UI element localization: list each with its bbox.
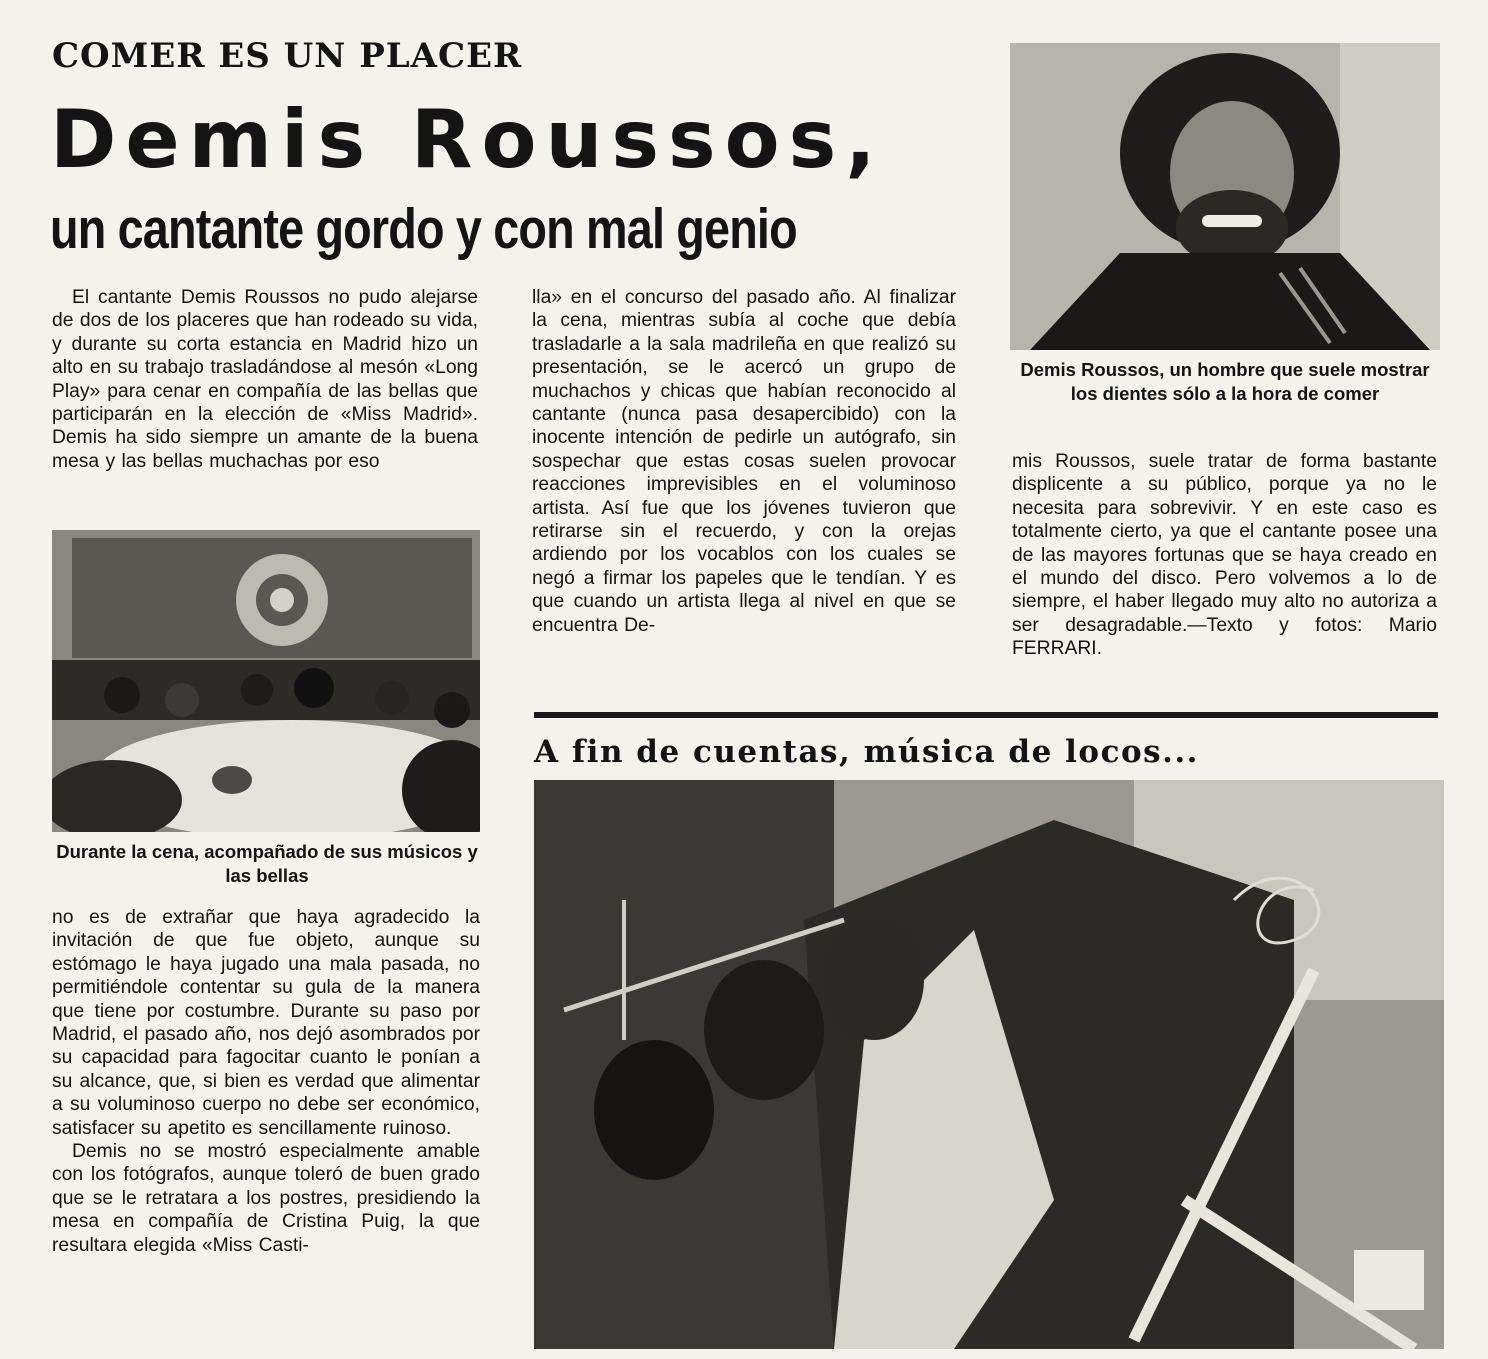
portrait-photo-image — [1010, 43, 1440, 350]
dinner-photo — [52, 530, 480, 832]
subheadline: un cantante gordo y con mal genio — [50, 197, 797, 261]
column-3-text: mis Roussos, suele tratar de forma bastante displicente a su público, porque ya no le necesita para sobrevivir. Y en este caso es totalmente cierto, ya que el cantante posee una de las mayores fortunas que se haya creado en el mundo del disco. Pero volvemos a lo de siempre, el haber llegado muy alto no autoriza a ser desagradable.—Texto y fotos: Mario FERRARI. — [1012, 451, 1437, 660]
second-headline: A fin de cuentas, música de locos... — [534, 734, 1199, 770]
headline: Demis Roussos, — [50, 93, 885, 186]
column-1-bottom-paragraph-2: Demis no se mostró especialmente amable con los fotógrafos, aunque toleró de buen grado que se le retratara a los postres, presidiendo la mesa en compañía de Cristina Puig, la que resultara elegida «Miss Casti- — [52, 1141, 480, 1256]
section-divider — [534, 712, 1438, 718]
column-3 — [1012, 450, 1437, 661]
portrait-photo — [1010, 43, 1440, 350]
musicians-photo — [534, 780, 1444, 1349]
column-2 — [532, 286, 956, 637]
column-2-text: lla» en el concurso del pasado año. Al finalizar la cena, mientras subía al coche que debía trasladarle a la sala madrileña en que realizó su presentación, se le acercó un grupo de muchachos y chicas que habían reconocido al cantante (nunca pasa desapercibido) con la inocente intención de pedirle un autógrafo, sin sospechar que estas cosas suelen provocar reacciones imprevisibles en el voluminoso artista. Así fue que los jóvenes tuvieron que retirarse sin el recuerdo, y con la orejas ardiendo por los vocablos con los cuales se negó a firmar los papeles que le tendían. Y es que cuando un artista llega al nivel en que se encuentra De- — [532, 287, 956, 636]
portrait-photo-caption: Demis Roussos, un hombre que suele mostrar los dientes sólo a la hora de comer — [1020, 359, 1430, 404]
musicians-photo-image — [534, 780, 1444, 1349]
dinner-photo-caption: Durante la cena, acompañado de sus músicos y las bellas — [56, 841, 478, 886]
column-1-bottom — [52, 906, 480, 1257]
column-1-top — [52, 286, 478, 473]
column-1-top-text: El cantante Demis Roussos no pudo alejarse de dos de los placeres que han rodeado su vida, y durante su corta estancia en Madrid hizo un alto en su trabajo trasladándose al mesón «Long Play» para cenar en compañía de las bellas que participarán en la elección de «Miss Madrid». Demis ha sido siempre un amante de la buena mesa y las bellas muchachas por eso — [52, 287, 478, 472]
dinner-photo-image — [52, 530, 480, 832]
kicker: COMER ES UN PLACER — [52, 36, 523, 76]
column-1-bottom-paragraph-1: no es de extrañar que haya agradecido la invitación de que fue objeto, aunque su estómago le haya jugado una mala pasada, no permitiéndole contentar su gula de la manera que tiene por costumbre. Durante su paso por Madrid, el pasado año, nos dejó asombrados por su capacidad para fagocitar cuanto le ponían a su alcance, que, si bien es verdad que alimentar a su voluminoso cuerpo no debe ser económico, satisfacer su apetito es sencillamente ruinoso. — [52, 907, 480, 1139]
